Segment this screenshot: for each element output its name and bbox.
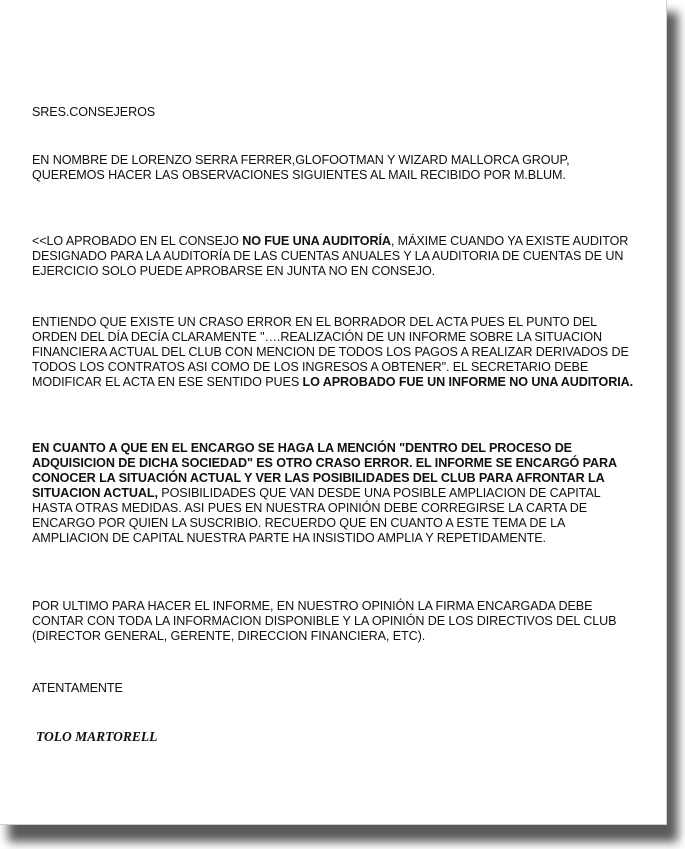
paragraph-intro: EN NOMBRE DE LORENZO SERRA FERRER,GLOFOOTMAN Y WIZARD MALLORCA GROUP, QUEREMOS HACER LAS OBSERVACIONES SIGUIENTES AL MAIL RECIBIDO POR M.BLUM. xyxy=(32,153,570,182)
signature: TOLO MARTORELL xyxy=(36,729,158,744)
paragraph-engagement-text: POSIBILIDADES QUE VAN DESDE UNA POSIBLE AMPLIACION DE CAPITAL HASTA OTRAS MEDIDAS. ASI PUES EN NUESTRA OPINIÓN DEBE CORREGIRSE LA CARTA DE ENCARGO POR QUIEN LA SUSCRIBIO. RECUERDO QUE EN CUANTO A ESTE TEMA DE LA AMPLIACION DE CAPITAL NUESTRA PARTE HA INSISTIDO AMPLIA Y REPETIDAMENTE. xyxy=(32,486,601,545)
paragraph-minutes-bold: LO APROBADO FUE UN INFORME NO UNA AUDITORIA. xyxy=(302,375,634,389)
paragraph-audit-text-2: , MÁXIME CUANDO YA EXISTE AUDITOR DESIGNADO PARA LA AUDITORÍA DE LAS CUENTAS ANUALES Y LA AUDITORIA DE CUENTAS DE UN EJERCICIO SOLO PUEDE APROBARSE EN JUNTA NO EN CONSEJO. xyxy=(32,234,629,278)
paragraph-minutes-text: ENTIENDO QUE EXISTE UN CRASO ERROR EN EL BORRADOR DEL ACTA PUES EL PUNTO DEL ORDEN DEL DÍA DECÍA CLARAMENTE "….REALIZACIÓN DE UN INFORME SOBRE LA SITUACION FINANCIERA ACTUAL DEL CLUB CON MENCION DE TODOS LOS PAGOS A REALIZAR DERIVADOS DE TODOS LOS CONTRATOS ASI COMO DE LOS INGRESOS A OBTENER". EL SECRETARIO DEBE MODIFICAR EL ACTA EN ESE SENTIDO PUES xyxy=(32,315,629,389)
paragraph-conclusion: POR ULTIMO PARA HACER EL INFORME, EN NUESTRO OPINIÓN LA FIRMA ENCARGADA DEBE CONTAR CON TODA LA INFORMACION DISPONIBLE Y LA OPINIÓN DE LOS DIRECTIVOS DEL CLUB (DIRECTOR GENERAL, GERENTE, DIRECCION FINANCIERA, ETC). xyxy=(32,599,617,643)
paragraph-audit-bold: NO FUE UNA AUDITORÍA xyxy=(242,234,391,248)
paragraph-audit xyxy=(32,234,640,279)
paragraph-engagement-bold: EN CUANTO A QUE EN EL ENCARGO SE HAGA LA MENCIÓN "DENTRO DEL PROCESO DE ADQUISICION DE DICHA SOCIEDAD" ES OTRO CRASO ERROR. EL INFORME SE ENCARGÓ PARA CONOCER LA SITUACIÓN ACTUAL Y VER LAS POSIBILIDADES DEL CLUB PARA AFRONTAR LA SITUACION ACTUAL, xyxy=(32,441,617,500)
closing: ATENTAMENTE xyxy=(32,681,123,695)
paragraph-minutes xyxy=(32,315,640,390)
paragraph-audit-text-1: <<LO APROBADO EN EL CONSEJO xyxy=(32,234,243,248)
salutation: SRES.CONSEJEROS xyxy=(32,105,156,119)
paragraph-engagement xyxy=(32,441,640,546)
